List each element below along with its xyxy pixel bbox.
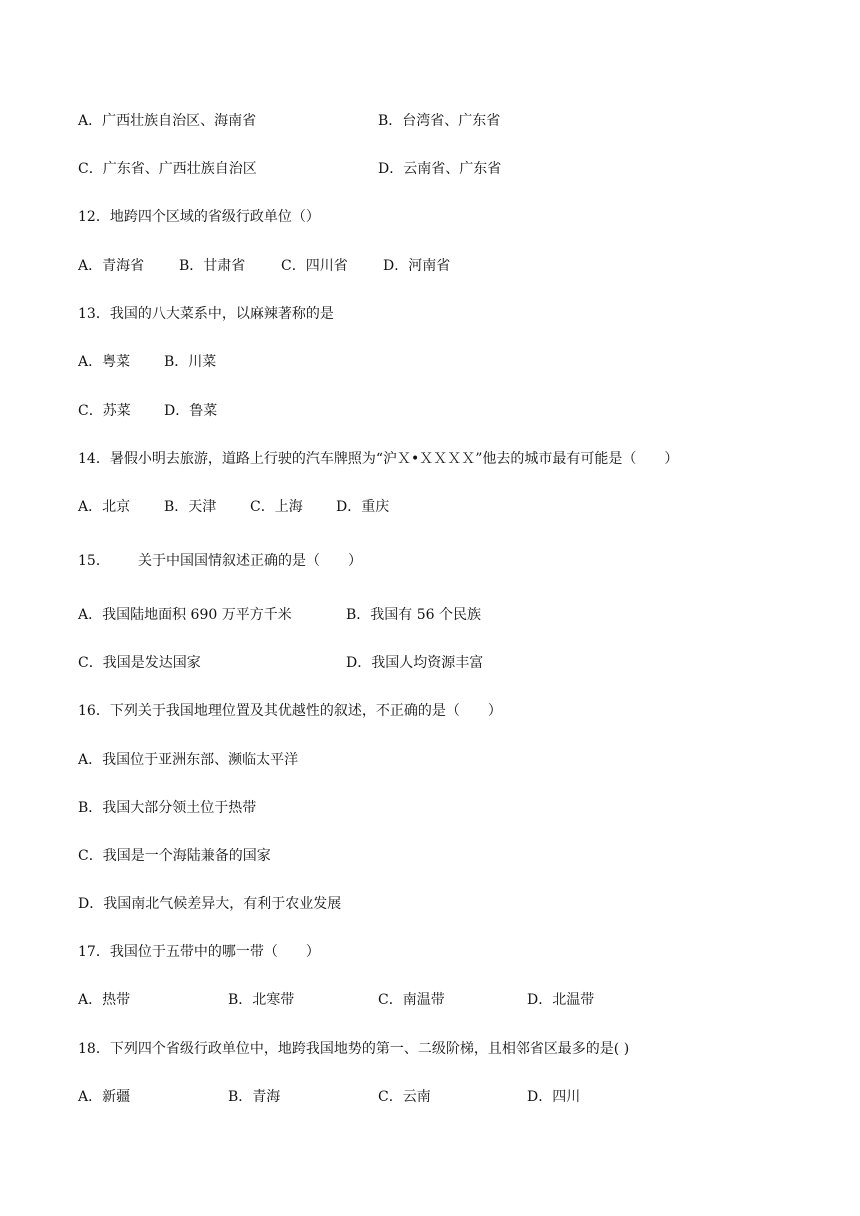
q12-option-a: A．青海省	[78, 258, 145, 274]
q13-option-d: D．鲁菜	[164, 403, 218, 419]
q14-option-d: D．重庆	[336, 499, 390, 515]
q14-option-c: C．上海	[250, 499, 303, 515]
q16-option-c: C．我国是一个海陆兼备的国家	[78, 848, 271, 864]
q17-option-a: A．热带	[78, 992, 131, 1008]
q11-option-a: A．广西壮族自治区、海南省	[78, 113, 257, 129]
q12-option-c: C．四川省	[281, 258, 348, 274]
q18-option-b: B．青海	[228, 1089, 281, 1105]
q17-option-b: B．北寒带	[228, 992, 295, 1008]
q12-stem: 12．地跨四个区域的省级行政单位（）	[78, 209, 320, 225]
q11-option-b: B．台湾省、广东省	[378, 113, 501, 129]
q15-option-d: D．我国人均资源丰富	[346, 655, 484, 671]
q17-option-d: D．北温带	[527, 992, 595, 1008]
q11-option-c: C．广东省、广西壮族自治区	[78, 161, 257, 177]
q16-option-d: D．我国南北气候差异大，有利于农业发展	[78, 896, 342, 912]
q15-option-b: B．我国有 56 个民族	[346, 607, 482, 623]
q15-option-c: C．我国是发达国家	[78, 655, 201, 671]
q18-stem: 18．下列四个省级行政单位中，地跨我国地势的第一、二级阶梯，且相邻省区最多的是( )	[78, 1041, 630, 1057]
q15-stem: 关于中国国情叙述正确的是（ ）	[138, 553, 362, 569]
q15-number: 15．	[78, 553, 110, 569]
q16-stem: 16．下列关于我国地理位置及其优越性的叙述，不正确的是（ ）	[78, 703, 502, 719]
q17-option-c: C．南温带	[378, 992, 445, 1008]
q11-option-d: D．云南省、广东省	[378, 161, 502, 177]
q13-option-b: B．川菜	[164, 354, 217, 370]
q14-option-b: B．天津	[164, 499, 217, 515]
q18-option-c: C．云南	[378, 1089, 431, 1105]
q18-option-a: A．新疆	[78, 1089, 131, 1105]
q16-option-a: A．我国位于亚洲东部、濒临太平洋	[78, 752, 299, 768]
q15-option-a: A．我国陆地面积 690 万平方千米	[78, 607, 292, 623]
q13-stem: 13．我国的八大菜系中，以麻辣著称的是	[78, 306, 334, 322]
q13-option-a: A．粤菜	[78, 354, 131, 370]
q13-option-c: C．苏菜	[78, 403, 131, 419]
q14-option-a: A．北京	[78, 499, 131, 515]
q16-option-b: B．我国大部分领土位于热带	[78, 800, 257, 816]
q17-stem: 17．我国位于五带中的哪一带（ ）	[78, 944, 320, 960]
q12-option-b: B．甘肃省	[179, 258, 246, 274]
q12-option-d: D．河南省	[383, 258, 451, 274]
q18-option-d: D．四川	[527, 1089, 581, 1105]
q14-stem: 14．暑假小明去旅游，道路上行驶的汽车牌照为“沪Ｘ•ＸＸＸＸ”他去的城市最有可能是（ ）	[78, 451, 679, 467]
